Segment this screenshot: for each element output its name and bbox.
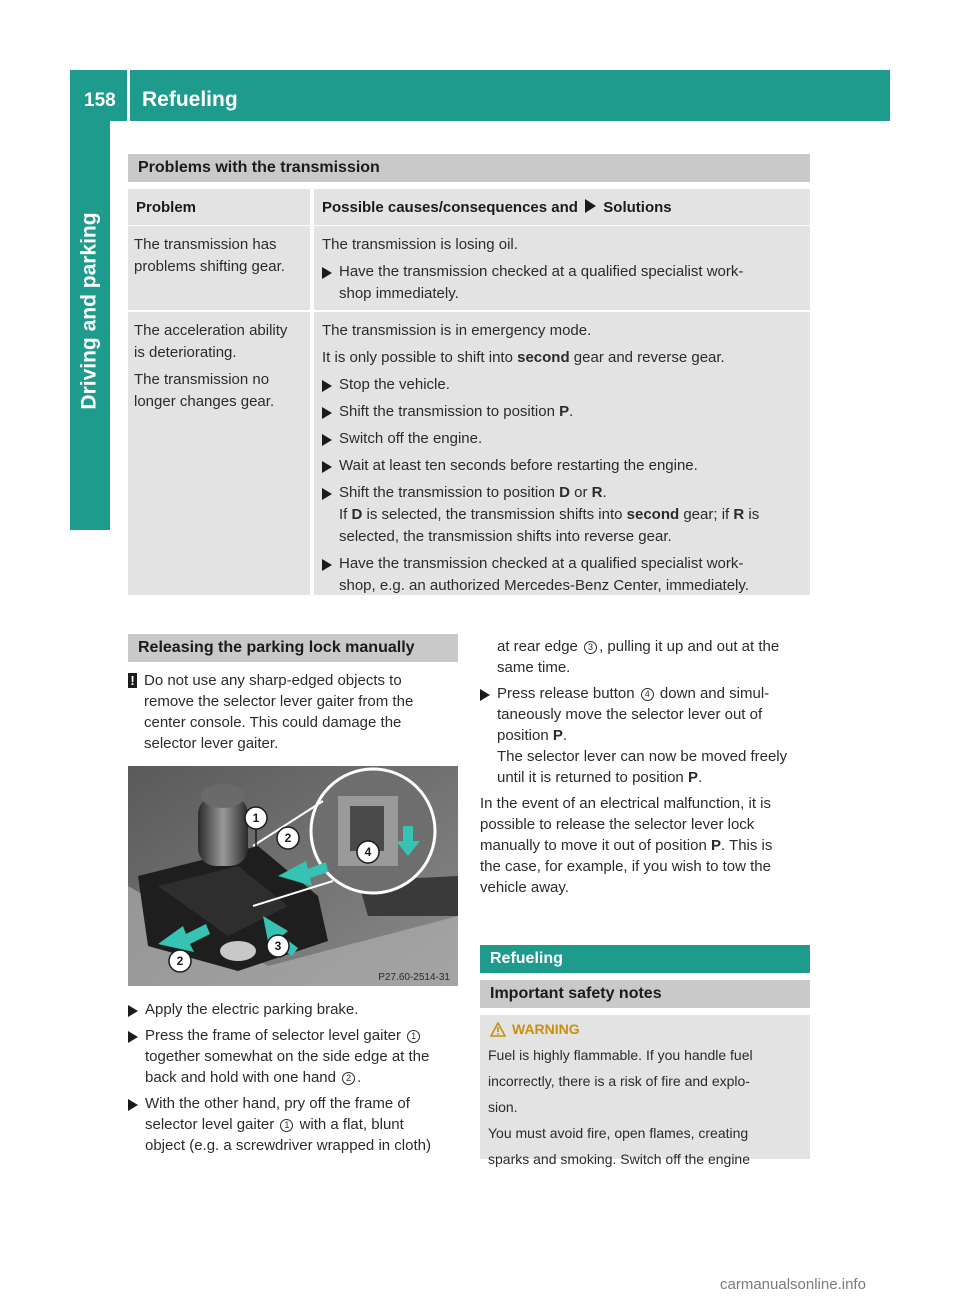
column-header-solutions: Possible causes/consequences and Solutions	[322, 199, 672, 216]
page-header	[70, 70, 890, 121]
transmission-section-title: Problems with the transmission	[128, 154, 810, 182]
footer-watermark: carmanualsonline.info	[720, 1276, 866, 1293]
action-arrow-icon	[322, 559, 334, 571]
solution-step: Stop the vehicle.	[322, 374, 806, 396]
side-tab-label: Driving and parking	[78, 212, 102, 410]
action-arrow-icon	[322, 407, 334, 419]
problem-cell: The transmission has problems shifting gear.	[134, 236, 285, 275]
callout-number: 1	[280, 1119, 293, 1132]
problem-cell: The acceleration ability is deteriorating. The transmission no longer changes gear.	[134, 322, 288, 410]
step: With the other hand, pry off the frame of selector level gaiter 1 with a flat, blunt object (e.g. a screwdriver wrapped in cloth)	[128, 1093, 460, 1156]
solution-step: Wait at least ten seconds before restarting the engine.	[322, 455, 806, 477]
solution-step: Have the transmission checked at a qualified specialist work- shop, e.g. an authorized Mercedes-Benz Center, immediately.	[322, 553, 806, 597]
header-title: Refueling	[142, 88, 238, 111]
table-row	[128, 312, 810, 595]
warning-box: WARNING Fuel is highly flammable. If you handle fuel incorrectly, there is a risk of fire and explo- sion. You must avoid fire, open flames, creating sparks and smoking. Switch off the engine	[480, 1015, 810, 1159]
action-arrow-icon	[585, 199, 596, 213]
solution-cell: The transmission is losing oil. Have the transmission checked at a qualified specialist work- shop immediately.	[322, 234, 806, 310]
parking-lock-steps	[128, 999, 460, 1161]
step: Apply the electric parking brake.	[128, 999, 460, 1020]
action-arrow-icon	[128, 1031, 140, 1043]
step: Press the frame of selector level gaiter 1 together somewhat on the side edge at the back and hold with one hand 2 .	[128, 1025, 460, 1088]
table-row	[128, 226, 810, 310]
action-arrow-icon	[480, 689, 492, 701]
solution-step: Shift the transmission to position D or R. If D is selected, the transmission shifts into second gear; if R is selected, the transmission shifts into reverse gear.	[322, 482, 806, 548]
refueling-section-title: Refueling	[480, 945, 810, 973]
callout-number: 1	[407, 1030, 420, 1043]
table-header	[128, 189, 810, 225]
action-arrow-icon	[128, 1005, 140, 1017]
parking-lock-continued: at rear edge 3 , pulling it up and out at the same time. Press release button 4 down and simul- taneously move the selector lever out of position P. The selector lever can now be moved freely until it is returned to position P. In the event of an electrical malfunction, it is possible to release the selector lever lock manually to move it out of position P. This is the case, for example, if you wish to tow the vehicle away.	[480, 636, 812, 898]
action-arrow-icon	[322, 434, 334, 446]
header-divider	[127, 70, 130, 121]
callout-4-label: 4	[364, 845, 372, 859]
step: Press release button 4 down and simul- taneously move the selector lever out of position P. The selector lever can now be moved freely until it is returned to position P.	[480, 683, 812, 788]
action-arrow-icon	[128, 1099, 140, 1111]
selector-lever-photo	[128, 766, 458, 986]
solution-step: Have the transmission checked at a qualified specialist work- shop immediately.	[322, 261, 806, 305]
action-arrow-icon	[322, 267, 334, 279]
callout-2-upper-label: 2	[284, 831, 292, 845]
malfunction-paragraph: In the event of an electrical malfunction, it is possible to release the selector lever lock manually to move it out of position P. This is the case, for example, if you wish to tow the vehicle away.	[480, 795, 773, 896]
action-arrow-icon	[322, 488, 334, 500]
callout-number: 2	[342, 1072, 355, 1085]
action-arrow-icon	[322, 461, 334, 473]
solution-cell: The transmission is in emergency mode. It is only possible to shift into second gear and reverse gear. Stop the vehicle. Shift the transmission to position P. Switch off the engine. Wait at least ten seconds before restarting the engine. Shift the transmission to position D or R. If D is selected, the transmission shifts into second gear; if R is selected, the transmission shifts into reverse gear. Have the transmission checked at a qualified specialist work- shop, e.g. an authorized Mercedes-Benz Center, immediately.	[322, 320, 806, 602]
callout-3-label: 3	[274, 939, 282, 953]
safety-notes-title: Important safety notes	[480, 980, 810, 1008]
callout-1-label: 1	[252, 811, 260, 825]
caution-icon: !	[128, 673, 137, 688]
callout-number: 3	[584, 641, 597, 654]
column-header-problem: Problem	[136, 199, 197, 216]
callout-2-lower-label: 2	[176, 954, 184, 968]
caution-note: ! Do not use any sharp-edged objects to remove the selector lever gaiter from the center console. This could damage the selector lever gaiter.	[128, 670, 458, 754]
page-number: 158	[84, 90, 116, 111]
parking-lock-section-title: Releasing the parking lock manually	[128, 634, 458, 662]
section-side-tab	[70, 121, 110, 530]
solution-step: Switch off the engine.	[322, 428, 806, 450]
solution-step: Shift the transmission to position P.	[322, 401, 806, 423]
warning-triangle-icon	[490, 1022, 506, 1037]
warning-heading: WARNING	[490, 1019, 580, 1040]
callout-number: 4	[641, 688, 654, 701]
action-arrow-icon	[322, 380, 334, 392]
photo-code: P27.60-2514-31	[378, 972, 450, 983]
